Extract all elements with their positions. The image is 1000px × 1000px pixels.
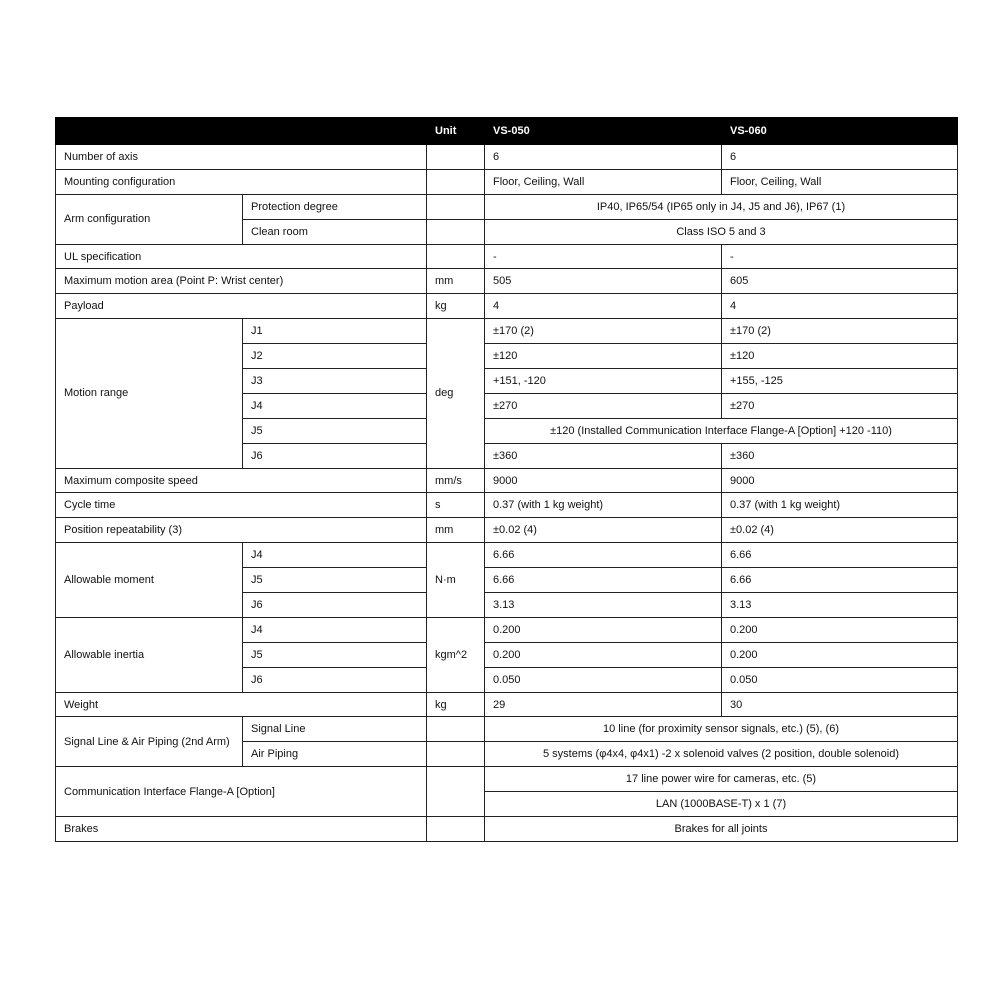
spec-table-container [55,117,957,842]
row-label: Arm configuration [56,194,243,244]
row-value-2: 4 [722,294,958,319]
row-unit: kg [427,692,485,717]
row-value-2: ±360 [722,443,958,468]
row-label: Signal Line & Air Piping (2nd Arm) [56,717,243,767]
row-value-1: +151, -120 [485,369,722,394]
table-row [56,717,958,742]
table-row [56,518,958,543]
row-value-merged: Brakes for all joints [485,817,958,842]
row-value-merged: LAN (1000BASE-T) x 1 (7) [485,792,958,817]
row-unit [427,717,485,742]
row-sublabel: Clean room [243,219,427,244]
row-value-1: ±120 [485,344,722,369]
spec-table [55,117,958,842]
table-row [56,617,958,642]
row-sublabel: J1 [243,319,427,344]
row-value-1: 0.200 [485,642,722,667]
row-value-1: 0.200 [485,617,722,642]
row-value-merged: 10 line (for proximity sensor signals, etc.) (5), (6) [485,717,958,742]
row-sublabel: J4 [243,617,427,642]
header-model-1: VS-050 [485,118,722,145]
row-value-2: 0.200 [722,642,958,667]
row-unit: mm/s [427,468,485,493]
row-unit [427,817,485,842]
row-label: Maximum composite speed [56,468,427,493]
row-value-2: ±170 (2) [722,319,958,344]
row-value-1: 9000 [485,468,722,493]
table-row [56,767,958,792]
row-value-2: 0.37 (with 1 kg weight) [722,493,958,518]
row-sublabel: J2 [243,344,427,369]
row-unit: kgm^2 [427,617,485,692]
table-row [56,269,958,294]
row-label: Number of axis [56,145,427,170]
table-row [56,169,958,194]
row-value-1: 6.66 [485,543,722,568]
row-value-2: ±270 [722,393,958,418]
row-value-2: 3.13 [722,593,958,618]
table-row [56,817,958,842]
row-sublabel: J6 [243,667,427,692]
row-value-1: 3.13 [485,593,722,618]
table-row [56,244,958,269]
row-sublabel: Protection degree [243,194,427,219]
row-value-1: 29 [485,692,722,717]
row-sublabel: J5 [243,418,427,443]
row-value-merged: IP40, IP65/54 (IP65 only in J4, J5 and J6), IP67 (1) [485,194,958,219]
row-unit [427,145,485,170]
row-value-2: 6.66 [722,568,958,593]
row-label: Maximum motion area (Point P: Wrist center) [56,269,427,294]
row-value-2: +155, -125 [722,369,958,394]
row-value-2: 6 [722,145,958,170]
row-value-merged: Class ISO 5 and 3 [485,219,958,244]
row-unit: mm [427,269,485,294]
row-value-2: ±120 [722,344,958,369]
table-row [56,194,958,219]
row-unit [427,194,485,219]
row-value-2: 605 [722,269,958,294]
row-label: Allowable moment [56,543,243,618]
table-header-row [56,118,958,145]
row-unit [427,742,485,767]
row-value-2: Floor, Ceiling, Wall [722,169,958,194]
row-value-1: Floor, Ceiling, Wall [485,169,722,194]
row-label: Mounting configuration [56,169,427,194]
row-value-merged: ±120 (Installed Communication Interface Flange-A [Option] +120 -110) [485,418,958,443]
row-unit: s [427,493,485,518]
row-value-1: 505 [485,269,722,294]
row-sublabel: J3 [243,369,427,394]
row-unit: mm [427,518,485,543]
table-row [56,294,958,319]
row-value-1: ±0.02 (4) [485,518,722,543]
row-label: Communication Interface Flange-A [Option] [56,767,427,817]
row-sublabel: J6 [243,593,427,618]
row-unit [427,219,485,244]
row-value-merged: 5 systems (φ4x4, φ4x1) -2 x solenoid valves (2 position, double solenoid) [485,742,958,767]
row-unit: deg [427,319,485,468]
header-unit: Unit [427,118,485,145]
row-unit: kg [427,294,485,319]
table-row [56,543,958,568]
row-value-1: ±270 [485,393,722,418]
table-row [56,468,958,493]
row-unit [427,169,485,194]
row-unit [427,244,485,269]
row-value-1: 6 [485,145,722,170]
row-value-1: 6.66 [485,568,722,593]
header-item [56,118,427,145]
row-value-2: 9000 [722,468,958,493]
row-value-1: - [485,244,722,269]
row-value-1: 4 [485,294,722,319]
header-model-2: VS-060 [722,118,958,145]
row-label: Position repeatability (3) [56,518,427,543]
row-sublabel: Air Piping [243,742,427,767]
row-label: Allowable inertia [56,617,243,692]
row-value-2: 0.050 [722,667,958,692]
row-sublabel: Signal Line [243,717,427,742]
row-sublabel: J5 [243,642,427,667]
row-label: Payload [56,294,427,319]
row-sublabel: J5 [243,568,427,593]
row-value-2: 30 [722,692,958,717]
row-label: Motion range [56,319,243,468]
row-value-1: ±360 [485,443,722,468]
row-label: UL specification [56,244,427,269]
table-row [56,692,958,717]
row-value-merged: 17 line power wire for cameras, etc. (5) [485,767,958,792]
row-value-2: ±0.02 (4) [722,518,958,543]
row-sublabel: J4 [243,543,427,568]
row-sublabel: J6 [243,443,427,468]
row-unit: N·m [427,543,485,618]
table-row [56,493,958,518]
row-sublabel: J4 [243,393,427,418]
row-value-2: 0.200 [722,617,958,642]
table-row [56,145,958,170]
table-row [56,319,958,344]
row-unit [427,767,485,817]
row-value-2: - [722,244,958,269]
row-label: Brakes [56,817,427,842]
row-value-1: ±170 (2) [485,319,722,344]
row-value-1: 0.050 [485,667,722,692]
row-value-1: 0.37 (with 1 kg weight) [485,493,722,518]
row-label: Cycle time [56,493,427,518]
row-value-2: 6.66 [722,543,958,568]
row-label: Weight [56,692,427,717]
